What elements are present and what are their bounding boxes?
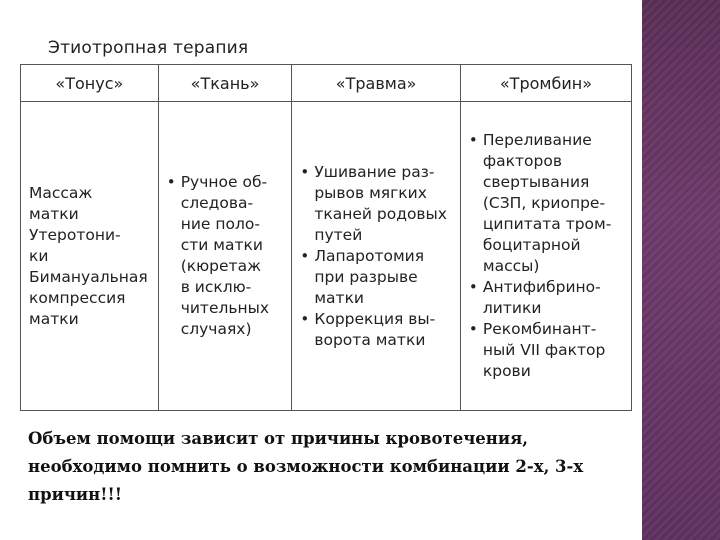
header-trombin: «Тромбин»: [460, 65, 631, 102]
list-item: • Антифибрино- литики: [469, 277, 625, 319]
header-tkan: «Ткань»: [158, 65, 292, 102]
header-tonus: «Тонус»: [21, 65, 159, 102]
cell-trombin: [460, 102, 631, 411]
cell-travma: [292, 102, 461, 411]
table-header-row: [21, 65, 632, 102]
list-item: • Ручное об- следова- ние поло- сти матки (кюретаж в исклю- чительных случаях): [167, 172, 286, 340]
tonus-measures: Массаж матки Утеротони- ки Бимануальная компрессия матки: [29, 183, 148, 328]
slide-heading: Этиотропная терапия: [48, 38, 249, 58]
header-travma: «Травма»: [292, 65, 461, 102]
tkan-list: [167, 172, 286, 340]
table-row: [21, 102, 632, 411]
travma-list: [300, 162, 454, 351]
cell-tonus: [21, 102, 159, 411]
list-item: • Коррекция вы- ворота матки: [300, 309, 454, 351]
list-item: • Лапаротомия при разрыве матки: [300, 246, 454, 309]
list-item: • Рекомбинант- ный VII фактор крови: [469, 319, 625, 382]
list-item: • Ушивание раз- рывов мягких тканей родовых путей: [300, 162, 454, 246]
cell-tkan: [158, 102, 292, 411]
therapy-table: [20, 64, 632, 411]
trombin-list: [469, 130, 625, 382]
list-item: • Переливание факторов свертывания (СЗП, криопре- ципитата тром- боцитарной массы): [469, 130, 625, 277]
slide-note: Объем помощи зависит от причины кровотечения, необходимо помнить о возможности комбинации 2-х, 3-х причин!!!: [28, 429, 584, 504]
